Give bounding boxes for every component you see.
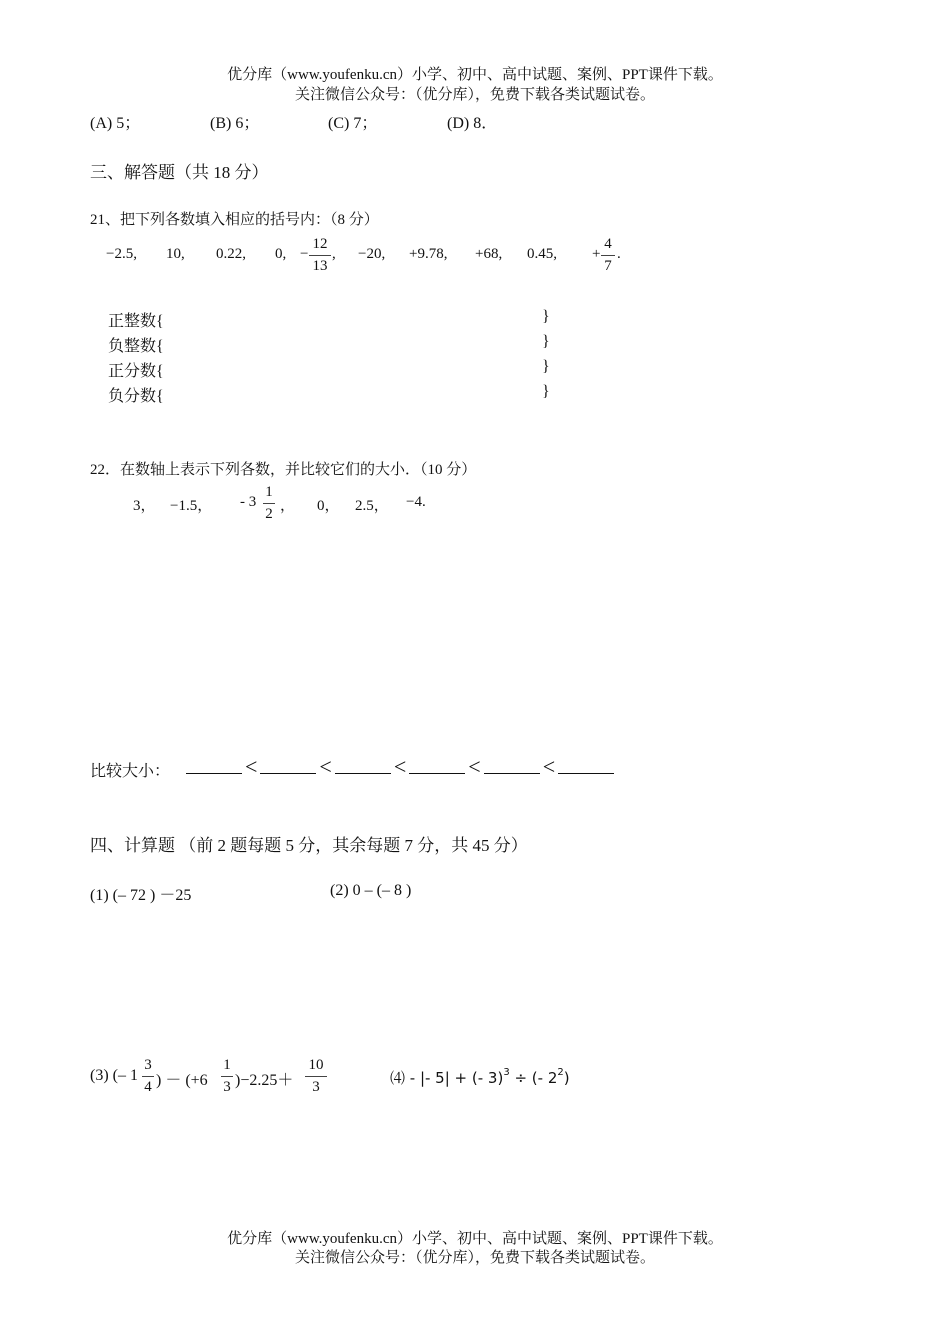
- less-than-sign: <: [468, 754, 481, 779]
- calc-problem-4: [390, 1067, 570, 1088]
- exponent: 3: [503, 1067, 510, 1078]
- compare-blanks: [186, 754, 614, 780]
- close-brace: }: [542, 358, 550, 375]
- option-b: (B) 6；: [210, 115, 260, 132]
- calc-problem-3-part-a: (3) (– 1: [90, 1067, 138, 1084]
- q22-mixed-whole: - 3: [240, 494, 257, 510]
- q21-plus-sign: +: [592, 246, 601, 262]
- calc-fraction-1-3: [221, 1057, 233, 1096]
- fraction-bar: [221, 1076, 233, 1077]
- answer-blank[interactable]: [335, 757, 391, 774]
- q21-num-4: 0,: [275, 246, 287, 262]
- category-negative-fraction: 负分数{: [108, 388, 164, 405]
- q21-fraction-12-13: [309, 236, 331, 275]
- answer-blank[interactable]: [484, 757, 540, 774]
- close-brace: }: [542, 333, 550, 350]
- q21-stem: 21、把下列各数填入相应的括号内：（8 分）: [90, 212, 379, 228]
- fraction-numerator: 12: [312, 236, 328, 252]
- fraction-denominator: 3: [312, 1079, 320, 1095]
- q21-num-6: +9.78,: [409, 246, 448, 262]
- fraction-denominator: 2: [265, 506, 273, 522]
- fraction-denominator: 4: [144, 1079, 152, 1095]
- footer-line-1: 优分库（www.youfenku.cn）小学、初中、高中试题、案例、PPT课件下载。: [227, 1231, 723, 1247]
- answer-blank[interactable]: [260, 757, 316, 774]
- q21-neg-sign: −: [300, 246, 309, 262]
- fraction-bar: [309, 255, 331, 256]
- calc-problem-3-part-b: ) － (+6: [156, 1072, 208, 1089]
- fraction-denominator: 13: [312, 258, 328, 274]
- fraction-numerator: 10: [308, 1057, 324, 1073]
- fraction-numerator: 4: [604, 236, 612, 252]
- q22-num-4: 0，: [317, 498, 340, 514]
- fraction-bar: [305, 1076, 327, 1077]
- section-4-title: 四、计算题 （前 2 题每题 5 分，其余每题 7 分，共 45 分）: [90, 836, 528, 855]
- fraction-bar: [601, 255, 615, 256]
- answer-blank[interactable]: [409, 757, 465, 774]
- fraction-numerator: 1: [223, 1057, 231, 1073]
- q21-num-5: −20,: [358, 246, 386, 262]
- close-brace: }: [542, 308, 550, 325]
- q22-fraction-1-2: [263, 484, 275, 523]
- answer-blank[interactable]: [558, 757, 614, 774]
- q21-num-7: +68,: [475, 246, 503, 262]
- q21-num-3: 0.22,: [216, 246, 246, 262]
- calc-problem-4-part-b: ÷ (- 2: [509, 1069, 558, 1087]
- fraction-numerator: 1: [265, 484, 273, 500]
- category-positive-fraction: 正分数{: [108, 363, 164, 380]
- option-a: (A) 5；: [90, 115, 141, 132]
- q21-comma: ,: [332, 246, 336, 262]
- less-than-sign: <: [245, 754, 258, 779]
- q22-num-2: −1.5，: [170, 498, 213, 514]
- fraction-bar: [263, 503, 275, 504]
- header-line-1: 优分库（www.youfenku.cn）小学、初中、高中试题、案例、PPT课件下载。: [227, 67, 723, 83]
- fraction-bar: [142, 1076, 154, 1077]
- q22-num-6: −4.: [406, 494, 426, 510]
- calc-problem-2: (2) 0 – (– 8 ): [330, 882, 412, 899]
- category-negative-integer: 负整数{: [108, 338, 164, 355]
- answer-blank[interactable]: [186, 757, 242, 774]
- footer-line-2: 关注微信公众号：（优分库），免费下载各类试题试卷。: [294, 1250, 655, 1266]
- section-3-title: 三、解答题（共 18 分）: [90, 163, 269, 182]
- calc-problem-4-part-c: ): [563, 1069, 570, 1087]
- fraction-denominator: 3: [223, 1079, 231, 1095]
- category-positive-integer: 正整数{: [108, 313, 164, 330]
- q22-num-1: 3，: [133, 498, 156, 514]
- q21-period: .: [617, 246, 621, 262]
- compare-label: 比较大小：: [90, 763, 171, 780]
- less-than-sign: <: [542, 754, 556, 779]
- fraction-denominator: 7: [604, 258, 612, 274]
- close-brace: }: [542, 383, 550, 400]
- exponent: 2: [557, 1067, 564, 1078]
- q22-stem: 22．在数轴上表示下列各数，并比较它们的大小．（10 分）: [90, 462, 477, 478]
- calc-problem-4-part-a: ⑷ - |- 5| + (- 3): [390, 1069, 504, 1087]
- q22-comma: ，: [280, 498, 296, 514]
- q22-num-5: 2.5，: [355, 498, 389, 514]
- calc-fraction-3-4: [142, 1057, 154, 1096]
- q21-num-2: 10,: [166, 246, 185, 262]
- less-than-sign: <: [393, 754, 407, 779]
- option-d: (D) 8．: [447, 115, 498, 132]
- fraction-numerator: 3: [144, 1057, 152, 1073]
- option-c: (C) 7；: [328, 115, 378, 132]
- q21-fraction-4-7: [601, 236, 615, 275]
- q21-num-8: 0.45,: [527, 246, 557, 262]
- header-line-2: 关注微信公众号：（优分库），免费下载各类试题试卷。: [294, 87, 655, 103]
- calc-problem-1: (1) (– 72 ) －25: [90, 887, 192, 904]
- less-than-sign: <: [319, 754, 332, 779]
- calc-problem-3-part-c: )−2.25＋: [235, 1072, 294, 1089]
- calc-fraction-10-3: [305, 1057, 327, 1096]
- q21-num-1: −2.5,: [106, 246, 137, 262]
